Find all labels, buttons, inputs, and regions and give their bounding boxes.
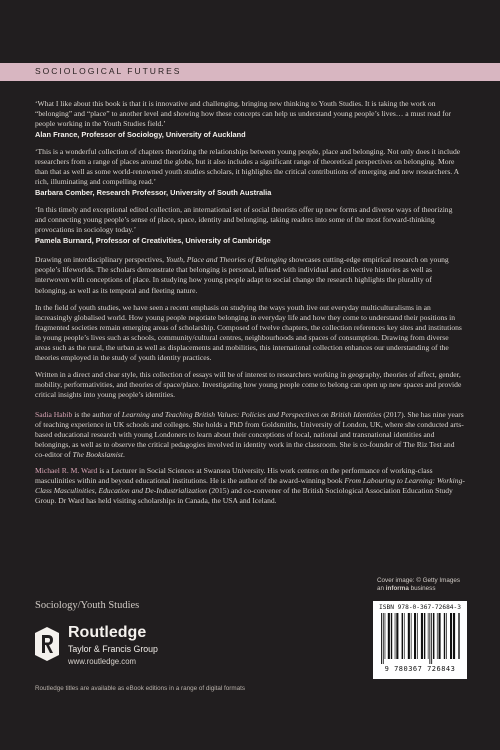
series-label: SOCIOLOGICAL FUTURES bbox=[35, 66, 182, 76]
routledge-logo-icon bbox=[35, 627, 59, 661]
endorsement-text: ‘This is a wonderful collection of chapters theorizing the relationships between young people, place and belonging. Not only does it include researchers from a range of places around the globe, but it also includes a significant range of theoretical perspectives on belonging. More than that as well as some world-renowned youth studies scholars, it highlights the critical contributions of emerging and new researchers. A rich, illuminating and compelling read.’ bbox=[35, 146, 461, 186]
book-title: Learning and Teaching British Values: Policies and Perspectives on British Identities bbox=[121, 409, 382, 419]
informa-credit bbox=[377, 585, 467, 593]
cover-image-credit: Cover image: © Getty Images bbox=[377, 577, 461, 584]
endorsement-text: ‘In this timely and exceptional edited collection, an international set of social theorists offer up new forms and diverse ways of theorizing and connecting young people’s sense of place, space, identity and belonging, taking readers into some of the most forward-thinking provocations in sociology today.’ bbox=[35, 204, 453, 234]
description-paragraph: In the field of youth studies, we have seen a recent emphasis on studying the ways youth live out everyday multiculturalisms in an increasingly globalised world. How young people negotiate belonging in everyday life and how they come to understand their positions in fragmented societies remain emerging areas of scholarship. Composed of twelve chapters, the collection references key sites and institutions in young people’s lives such as schools, community/cultural centres, neighbourhoods and spaces of consumption. Drawing from diverse areas such as the rural, the urban as well as displacements and mobilities, this international collection enhances our understanding of the theories employed in the study of youth identity practices. bbox=[35, 302, 462, 362]
endorsement bbox=[35, 99, 465, 140]
publisher-block bbox=[35, 600, 158, 666]
subject-category: Sociology/Youth Studies bbox=[35, 600, 140, 611]
series-banner bbox=[0, 63, 500, 81]
isbn-barcode bbox=[373, 601, 467, 679]
text-run: an bbox=[377, 585, 386, 593]
description-paragraph: Written in a direct and clear style, this collection of essays will be of interest to researchers working in geography, theories of affect, gender, mobility, performativities, and theories of space/place. Investigating how young people come to belong can open up new spaces and provide critical insights into young people’s identities. bbox=[35, 369, 462, 399]
publisher-group: Taylor & Francis Group bbox=[68, 644, 158, 654]
text-run: showcases cutting-edge empirical research on young people’s lifeworlds. The scholars demonstrate that belonging is personal, infused with individual and collective histories as well as interwoven with conceptions of place. In studying how young people adapt to social change the research highlights the plurality of belonging, as well as its temporal and fleeting nature. bbox=[35, 255, 449, 295]
text-run: is the author of bbox=[72, 409, 122, 419]
publisher-url: www.routledge.com bbox=[68, 657, 137, 666]
endorsement-attribution: Alan France, Professor of Sociology, University of Auckland bbox=[35, 130, 246, 140]
isbn-digits: 9 780367 726843 bbox=[384, 665, 456, 673]
isbn-label: ISBN 978-0-367-72684-3 bbox=[379, 604, 461, 611]
description-paragraph bbox=[35, 255, 465, 295]
author-name: Michael R. M. Ward bbox=[35, 465, 98, 475]
publication-title: The Bookslamist bbox=[72, 449, 123, 459]
publisher-name: Routledge bbox=[68, 624, 147, 641]
text-run: (2015) and co-convener of the British Sociological Association Education Study Group. Dr Ward has held visiting scholarships in Canada, the USA and Iceland. bbox=[35, 485, 453, 505]
text-run: is a Lecturer in Social Sciences at Swansea University. His work centres on the performance of working-class masculinities within and beyond educational institutions. He is the author of the award-winning book bbox=[35, 465, 433, 485]
back-cover-text bbox=[35, 99, 465, 512]
endorsement-text: ‘What I like about this book is that it is innovative and challenging, bringing new thinking to Youth Studies. It is taking the work on “belonging” and “place” to another level and showing how these concepts can help us understand young people’s lives… a must read for people working in the Youth Studies field.’ bbox=[35, 99, 452, 129]
endorsement-attribution: Barbara Comber, Research Professor, University of South Australia bbox=[35, 187, 272, 197]
text-run: Drawing on interdisciplinary perspectives, bbox=[35, 255, 166, 265]
cover-credit bbox=[377, 577, 467, 593]
text-run: (2017). She has nine years of teaching experience in UK schools and colleges. She holds a PhD from Goldsmiths, University of London, UK, where she conducted arts-based educational research with young Londoners to learn about their conceptions of local, national and transnational identities and belongings, as well as to observe the critical pedagogies involved in identity work in the classroom. She is co-founder of The Riz Test and co-editor of bbox=[35, 409, 464, 459]
author-bio-ward bbox=[35, 466, 465, 506]
author-bio-habib bbox=[35, 410, 465, 460]
publisher-logo bbox=[35, 624, 185, 676]
endorsement-attribution: Pamela Burnard, Professor of Creativities, University of Cambridge bbox=[35, 235, 271, 245]
ebook-note: Routledge titles are available as eBook editions in a range of digital formats bbox=[35, 685, 246, 692]
book-title: From Labouring to Learning: Working-Class Masculinities, Education and De-Industrialization bbox=[35, 475, 465, 495]
barcode-icon bbox=[379, 613, 461, 664]
book-title: Youth, Place and Theories of Belonging bbox=[165, 255, 287, 265]
endorsement bbox=[35, 147, 465, 198]
text-run: business bbox=[408, 585, 436, 593]
text-run: . bbox=[122, 449, 125, 459]
informa-logo: informa bbox=[385, 585, 409, 593]
author-name: Sadia Habib bbox=[35, 409, 73, 419]
endorsement bbox=[35, 205, 465, 246]
